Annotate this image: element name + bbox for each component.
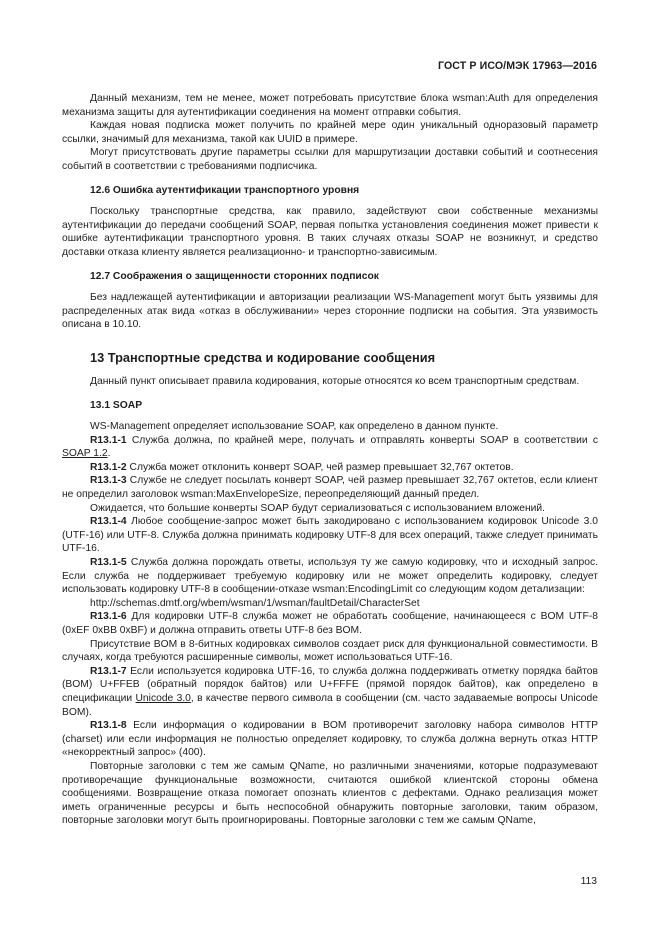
paragraph: Могут присутствовать другие параметры ссылки для маршрутизации доставки событий и соотнесения событий в соответствии с требованиями подписчика.: [62, 147, 598, 172]
requirement-text-end: , в качестве первого символа в сообщении (см. часто задаваемые вопросы Unicode BOM).: [62, 692, 598, 718]
requirement-text: Для кодировки UTF-8 служба может не обработать сообщение, начинающееся с BOM UTF-8 (0xEF 0xBB 0xBF) и должна отправить ответы UTF-8 без BOM.: [62, 611, 598, 636]
paragraph: Поскольку транспортные средства, как правило, задействуют свои собственные механизмы аутентификации до передачи сообщений SOAP, первая попытка установления соединения может привести к ошибке аутентификации транспортного уровня. В таких случаях отказы SOAP не возникнут, и средство доставки отказа клиенту является реализационно- и транспортно-зависимым.: [62, 206, 598, 258]
paragraph: Повторные заголовки с тем же самым QName, но различными значениями, которые подразумевают противоречащие функциональные возможности, считаются ошибкой клиентской стороны обмена сообщениями. Возвращение отказа помогает опознать клиентов с дефектами. Однако реализация может иметь ограниченные ресурсы и быть неспособной обнаружить повторные заголовки, таким образом, повторные заголовки могут быть проигнорированы. Повторные заголовки с тем же самым QName,: [62, 760, 598, 827]
reference-link-unicode[interactable]: Unicode 3.0: [135, 692, 191, 704]
page-number: 113: [580, 876, 597, 887]
requirement-text: Службе не следует посылать конверт SOAP, чей размер превышает 32,767 октетов, если клиент не определил заголовок wsman:MaxEnvelopeSize, переопределяющий данный предел.: [62, 475, 598, 501]
requirement-text: Служба может отклонить конверт SOAP, чей размер превышает 32,767 октетов.: [126, 461, 514, 473]
paragraph: Каждая новая подписка может получить по крайней мере один уникальный одноразовый параметр ссылки, значимый для механизма, такой как UUID в примере.: [62, 120, 598, 145]
requirement-text-end: .: [107, 448, 111, 460]
requirement-id: R13.1-1: [90, 434, 127, 446]
section-heading-12-6: 12.6 Ошибка аутентификации транспортного уровня: [90, 184, 360, 196]
paragraph: Присутствие BOM в 8-битных кодировках символов создает риск для функциональной совместимости. В случаях, когда требуются расширенные символы, может использоваться UTF-16.: [62, 638, 598, 664]
requirement-text: Если информация о кодировании в BOM противоречит заголовку набора символов HTTP (charset) или если информация не полностью определяет кодировку, то служба должна вернуть отказ HTTP «некорректный запрос» (400).: [62, 720, 598, 759]
section-heading-12-7: 12.7 Соображения о защищенности сторонних подписок: [90, 270, 379, 282]
requirement-id: R13.1-6: [90, 611, 127, 623]
page-body: [62, 92, 598, 828]
reference-link-soap[interactable]: SOAP 1.2: [62, 448, 108, 460]
requirement-r13-1-4: [62, 515, 598, 556]
paragraph: Данный механизм, тем не менее, может потребовать присутствие блока wsman:Auth для определения механизма защиты для аутентификации соединения на момент отправки события.: [62, 93, 598, 118]
requirement-r13-1-3: [62, 474, 598, 501]
paragraph: Ожидается, что большие конверты SOAP будут сериализоваться с использованием вложений.: [90, 502, 546, 514]
requirement-id: R13.1-4: [90, 516, 127, 528]
requirement-r13-1-2: [62, 461, 598, 475]
requirement-r13-1-6: [62, 610, 598, 637]
requirement-r13-1-5: [62, 556, 598, 597]
section-heading-13: 13 Транспортные средства и кодирование сообщения: [90, 349, 436, 365]
requirement-id: R13.1-5: [90, 557, 127, 569]
requirement-id: R13.1-2: [90, 461, 127, 473]
requirement-r13-1-1: [62, 434, 598, 461]
requirement-r13-1-8: [62, 719, 598, 760]
section-heading-13-1: 13.1 SOAP: [90, 399, 143, 411]
requirement-id: R13.1-8: [90, 720, 127, 732]
requirement-text: Служба должна, по крайней мере, получать и отправлять конверты SOAP в соответствии с: [126, 434, 598, 446]
paragraph: Без надлежащей аутентификации и авторизации реализации WS-Management могут быть уязвимы для распределенных атак вида «отказ в обслуживании» через сторонние подписки на события. Эта уязвимость описана в 10.10.: [62, 292, 598, 331]
requirement-id: R13.1-3: [90, 475, 127, 487]
paragraph: WS-Management определяет использование SOAP, как определено в данном пункте.: [90, 421, 499, 433]
requirement-text: Если используется кодировка UTF-16, то служба должна поддерживать отметку порядка байтов (BOM) U+FFEB (обратный порядок байтов) или U+FFFE (прямой порядок байтов), как определено в спецификации: [62, 665, 598, 704]
paragraph: Данный пункт описывает правила кодирования, которые относятся ко всем транспортным средствам.: [90, 375, 580, 387]
running-header: ГОСТ Р ИСО/МЭК 17963—2016: [438, 60, 597, 72]
requirement-id: R13.1-7: [90, 665, 127, 677]
fault-detail-url: http://schemas.dmtf.org/wbem/wsman/1/wsman/faultDetail/CharacterSet: [90, 597, 420, 609]
requirement-text: Служба должна порождать ответы, используя ту же самую кодировку, что и исходный запрос. Если служба не поддерживает требуемую кодировку или не может определить кодировку, следует использовать кодировку UTF-8 в сообщении-отказе wsman:EncodingLimit со следующим кодом детализации:: [62, 557, 598, 596]
requirement-text: Любое сообщение-запрос может быть закодировано с использованием кодировок Unicode 3.0 (UTF-16) или UTF-8. Служба должна принимать кодировку UTF-8 для всех операций, также следует принимать UTF-16.: [62, 516, 598, 555]
requirement-r13-1-7: [62, 665, 598, 719]
